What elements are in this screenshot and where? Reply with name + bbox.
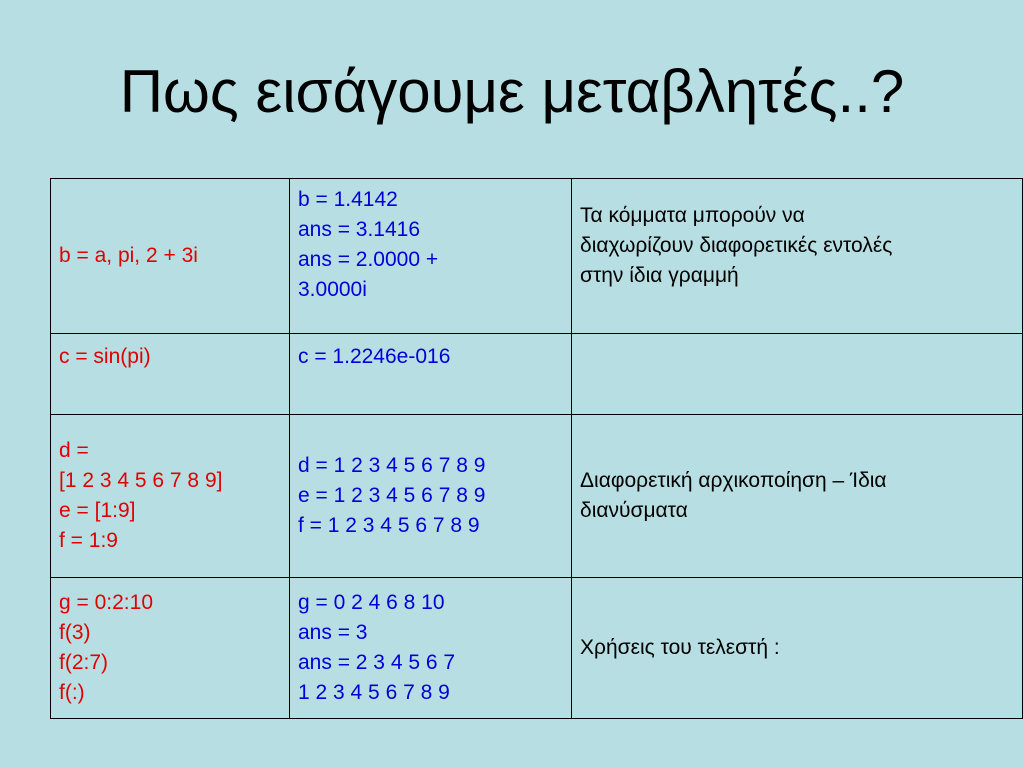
note-cell [572, 179, 1023, 334]
input-cell [51, 179, 290, 334]
input-cell [51, 578, 290, 719]
table-row [51, 179, 1023, 334]
note-line: Διαφορετική αρχικοποίηση – Ίδια [580, 469, 887, 492]
input-line: f(2:7) [59, 651, 109, 674]
input-line: f(3) [59, 621, 91, 644]
output-cell [290, 334, 572, 415]
input-line: f(:) [59, 681, 85, 704]
output-line: g = 0 2 4 6 8 10 [298, 591, 445, 614]
output-line: 3.0000i [298, 278, 367, 301]
input-cell [51, 334, 290, 415]
input-line: e = [1:9] [59, 499, 136, 522]
matlab-examples-table [50, 178, 1023, 719]
input-line: f = 1:9 [59, 529, 118, 552]
output-cell [290, 415, 572, 578]
output-line: b = 1.4142 [298, 188, 398, 211]
input-line: b = a, pi, 2 + 3i [59, 244, 198, 267]
output-line: ans = 3.1416 [298, 218, 421, 241]
output-line: d = 1 2 3 4 5 6 7 8 9 [298, 454, 486, 477]
input-line: c = sin(pi) [59, 345, 151, 368]
note-line: στην ίδια γραμμή [580, 264, 739, 287]
input-line: d = [59, 439, 89, 462]
note-cell [572, 415, 1023, 578]
note-cell [572, 578, 1023, 719]
output-line: ans = 2.0000 + [298, 248, 439, 271]
output-line: ans = 2 3 4 5 6 7 [298, 651, 456, 674]
note-line: Τα κόμματα μπορούν να [580, 204, 805, 227]
output-line: ans = 3 [298, 621, 368, 644]
output-line: c = 1.2246e-016 [298, 345, 451, 368]
output-line: f = 1 2 3 4 5 6 7 8 9 [298, 514, 480, 537]
note-cell [572, 334, 1023, 415]
note-line: διαχωρίζουν διαφορετικές εντολές [580, 234, 893, 257]
input-cell [51, 415, 290, 578]
table-row [51, 415, 1023, 578]
output-line: 1 2 3 4 5 6 7 8 9 [298, 681, 450, 704]
table-row [51, 334, 1023, 415]
output-line: e = 1 2 3 4 5 6 7 8 9 [298, 484, 486, 507]
note-line: Χρήσεις του τελεστή : [580, 636, 780, 659]
input-line: g = 0:2:10 [59, 591, 153, 614]
table-row [51, 578, 1023, 719]
output-cell [290, 578, 572, 719]
slide-title: Πως εισάγουμε μεταβλητές..? [119, 58, 905, 125]
output-cell [290, 179, 572, 334]
input-line: [1 2 3 4 5 6 7 8 9] [59, 469, 223, 492]
note-line: διανύσματα [580, 499, 688, 522]
